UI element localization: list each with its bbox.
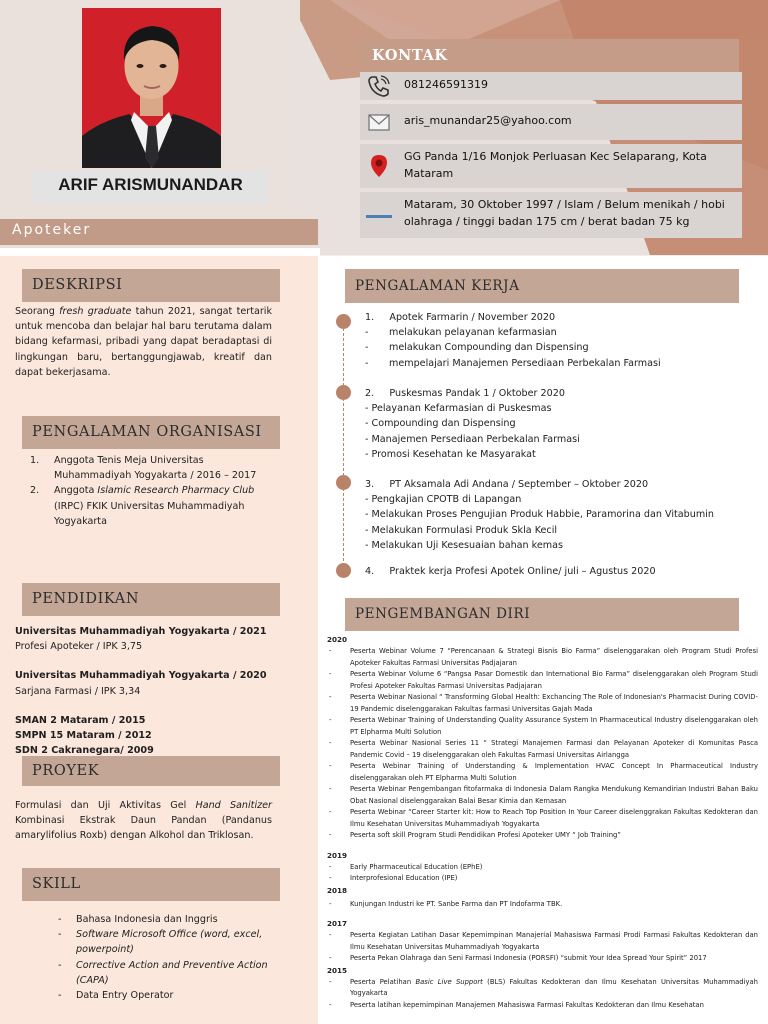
work-item: - melakukan Compounding dan Dispensing bbox=[365, 342, 589, 354]
work-entry-3 bbox=[365, 477, 760, 553]
development-item: - Peserta Webinar Training of Understanding Quality Assurance System In Pharmaceutical Industry diselenggarakan oleh PT Elpharma Multi Solution bbox=[327, 715, 758, 738]
development-year: 2018 bbox=[327, 885, 348, 895]
education-school: Universitas Muhammadiyah Yogyakarta / 2021 bbox=[15, 626, 267, 637]
person-silhouette-icon bbox=[82, 8, 221, 168]
development-item: - Peserta latihan kepemimpinan Manajemen Mahasiswa Farmasi Fakultas Kedokteran dan Ilmu Kesehatan bbox=[327, 1000, 758, 1012]
skill-list bbox=[58, 912, 298, 1003]
development-item: - Peserta Webinar Nasional “ Transforming Global Health: Exchancing The Role of Indonesian's Pharmacist During COVID- 19 Pandemic diselenggarakan Fakultas farmasi Universitas Gajah Mada bbox=[327, 692, 758, 715]
organization-item: 1. Anggota Tenis Meja Universitas Muhammadiyah Yogyakarta / 2016 – 2017 bbox=[30, 455, 257, 482]
development-heading: PENGEMBANGAN DIRI bbox=[345, 598, 739, 631]
project-text: Formulasi dan Uji Aktivitas Gel Hand Sanitizer Kombinasi Ekstrak Daun Pandan (Pandanus amarylifolius Roxb) dengan Alkohol dan Triklosan. bbox=[15, 800, 272, 842]
development-item: - Kunjungan Industri ke PT. Sanbe Farma dan PT Indofarma TBK. bbox=[327, 897, 758, 911]
development-item: - Peserta Webinar Volume 7 “Perencanaan & Strategi Bisnis Bio Farma” diselenggarakan oleh Program Studi Profesi Apoteker Fakultas Farmasi Universitas Padjajaran bbox=[327, 646, 758, 669]
education-sd: SDN 2 Cakranegara/ 2009 bbox=[15, 745, 154, 757]
development-item: - Peserta Pelatihan Basic Live Support (BLS) Fakultas Kedokteran dan Ilmu Kesehatan Universitas Muhammadiyah Yogyakarta bbox=[327, 977, 758, 1000]
skill-item: - Bahasa Indonesia dan Inggris bbox=[58, 914, 218, 925]
timeline-dot bbox=[336, 314, 351, 329]
skill-heading: SKILL bbox=[22, 868, 280, 901]
skill-item: - Software Microsoft Office (word, excel, powerpoint) bbox=[58, 929, 263, 956]
development-item: - Peserta Webinar Training of Understanding & Implementation HVAC Concept In Pharmaceutical Industry diselenggarakan oleh PT Elpharma Multi Solution bbox=[327, 761, 758, 784]
development-year: 2019 bbox=[327, 850, 348, 860]
education-smp: SMPN 15 Mataram / 2012 bbox=[15, 730, 152, 742]
development-item: - Peserta soft skill Program Studi Pendidikan Profesi Apoteker UMY “ Job Training” bbox=[327, 830, 758, 842]
development-item: - Peserta Webinar Pengembangan fitofarmaka di Indonesia Dalam Rangka Mendukung Kemandirian Industri Bahan Baku Obat Nasional diselenggarakan Balai Besar Kimia dan Kemasan bbox=[327, 784, 758, 807]
development-list bbox=[327, 634, 758, 1011]
education-heading: PENDIDIKAN bbox=[22, 583, 280, 616]
work-item: - Compounding dan Dispensing bbox=[365, 418, 516, 430]
development-year: 2017 bbox=[327, 919, 348, 928]
education-detail: Profesi Apoteker / IPK 3,75 bbox=[15, 641, 143, 653]
location-pin-icon bbox=[366, 153, 392, 179]
info-dash-icon bbox=[366, 202, 392, 228]
work-item: - Manajemen Persediaan Perbekalan Farmasi bbox=[365, 433, 580, 445]
development-item: - Interprofesional Education (IPE) bbox=[327, 873, 758, 885]
work-item: - Melakukan Formulasi Produk Skla Kecil bbox=[365, 524, 558, 536]
contact-email bbox=[360, 104, 742, 140]
work-title: 4. Praktek kerja Profesi Apotek Online/ juli – Agustus 2020 bbox=[365, 566, 656, 577]
personal-info-text: Mataram, 30 Oktober 1997 / Islam / Belum menikah / hobi olahraga / tinggi badan 175 cm / berat badan 75 kg bbox=[404, 198, 725, 228]
development-year: 2015 bbox=[327, 965, 348, 975]
contact-personal bbox=[360, 192, 742, 238]
development-item: - Peserta Webinar Volume 6 “Pangsa Pasar Domestik dan International Bio Farma” diselenggarakan oleh Program Studi Profesi Apoteker Fakultas Farmasi Universitas Padjajaran bbox=[327, 669, 758, 692]
organization-list bbox=[30, 453, 280, 529]
development-year: 2020 bbox=[327, 635, 348, 644]
work-entry-2 bbox=[365, 386, 745, 462]
development-item: - Peserta Webinar Nasional Series 11 “ Strategi Manajemen Farmasi dan Pelayanan Apoteker di Komunitas Pasca Pandemic Covid – 19 diselenggarakan oleh Fakultas Farmasi Universitas Airlangga bbox=[327, 738, 758, 761]
work-entry-4 bbox=[365, 564, 745, 579]
development-item: - Peserta Pekan Olahraga dan Seni Farmasi Indonesia (PORSFI) “submit Your Idea Spread Your Spirit” 2017 bbox=[327, 953, 758, 965]
timeline-dot bbox=[336, 475, 351, 490]
profile-name: ARIF ARISMUNANDAR bbox=[58, 175, 243, 194]
contact-phone bbox=[360, 72, 742, 100]
development-item: - Peserta Kegiatan Latihan Dasar Kepemimpinan Manajerial Mahasiswa Farmasi Prodi Farmasi Fakultas Kedokteran dan Ilmu Kesehatan Universitas Muhammadiyah Yogyakarta bbox=[327, 930, 758, 953]
organization-heading: PENGALAMAN ORGANISASI bbox=[22, 416, 280, 449]
education-detail: Sarjana Farmasi / IPK 3,34 bbox=[15, 685, 141, 697]
work-item: - melakukan pelayanan kefarmasian bbox=[365, 327, 557, 339]
work-item: - Promosi Kesehatan ke Masyarakat bbox=[365, 448, 536, 460]
profile-photo bbox=[82, 8, 221, 168]
address-text: GG Panda 1/16 Monjok Perluasan Kec Selaparang, Kota Mataram bbox=[404, 150, 707, 180]
work-title: 1. Apotek Farmarin / November 2020 bbox=[365, 312, 556, 323]
skill-item: - Corrective Action and Preventive Action (CAPA) bbox=[58, 959, 268, 986]
education-school: Universitas Muhammadiyah Yogyakarta / 2020 bbox=[15, 670, 267, 682]
work-item: - Pelayanan Kefarmasian di Puskesmas bbox=[365, 403, 552, 415]
education-list bbox=[15, 624, 305, 758]
work-heading: PENGALAMAN KERJA bbox=[345, 269, 739, 303]
work-item: - Pengkajian CPOTB di Lapangan bbox=[365, 494, 522, 506]
description-text: Seorang fresh graduate tahun 2021, sangat tertarik untuk mencoba dan belajar hal baru terutama dalam bidang kefarmasi, pribadi yang dapat beradaptasi di lingkungan baru, bertanggungjawab, kreatif dan dapat bekerjasama. bbox=[15, 306, 273, 378]
education-sma: SMAN 2 Mataram / 2015 bbox=[15, 714, 146, 726]
organization-item: 2. Anggota Islamic Research Pharmacy Club (IRPC) FKIK Universitas Muhammadiyah Yogyakarta bbox=[30, 485, 255, 527]
contact-heading: KONTAK bbox=[362, 39, 739, 72]
contact-address bbox=[360, 144, 742, 188]
timeline-dot bbox=[336, 385, 351, 400]
timeline-line bbox=[343, 318, 345, 576]
work-item: - Melakukan Proses Pengujian Produk Habbie, Paramorina dan Vitabumin bbox=[365, 509, 714, 521]
timeline-dot bbox=[336, 563, 351, 578]
work-entry-1 bbox=[365, 310, 745, 371]
work-title: 3. PT Aksamala Adi Andana / September – Oktober 2020 bbox=[365, 479, 649, 490]
phone-icon bbox=[366, 73, 392, 99]
work-item: - Melakukan Uji Kesesuaian bahan kemas bbox=[365, 539, 564, 551]
email-address[interactable]: aris_munandar25@yahoo.com bbox=[404, 114, 572, 127]
description-heading: DESKRIPSI bbox=[22, 269, 280, 302]
work-title: 2. Puskesmas Pandak 1 / Oktober 2020 bbox=[365, 388, 565, 399]
development-item: - Peserta Webinar “Career Starter kit: How to Reach Top Position In Your Career diselenggrakan Fakultas Kedokteran dan Ilmu Kesehatan Universitas Muhammadiyah Yogyakarta bbox=[327, 807, 758, 830]
development-item: - Early Pharmaceutical Education (EPhE) bbox=[327, 862, 758, 874]
project-heading: PROYEK bbox=[22, 756, 280, 786]
job-title: Apoteker bbox=[12, 222, 92, 238]
email-icon bbox=[366, 109, 392, 135]
phone-number[interactable]: 081246591319 bbox=[404, 78, 488, 91]
left-top-divider bbox=[0, 248, 320, 256]
work-item: - mempelajari Manajemen Persediaan Perbekalan Farmasi bbox=[365, 357, 661, 369]
skill-item: - Data Entry Operator bbox=[58, 990, 174, 1002]
